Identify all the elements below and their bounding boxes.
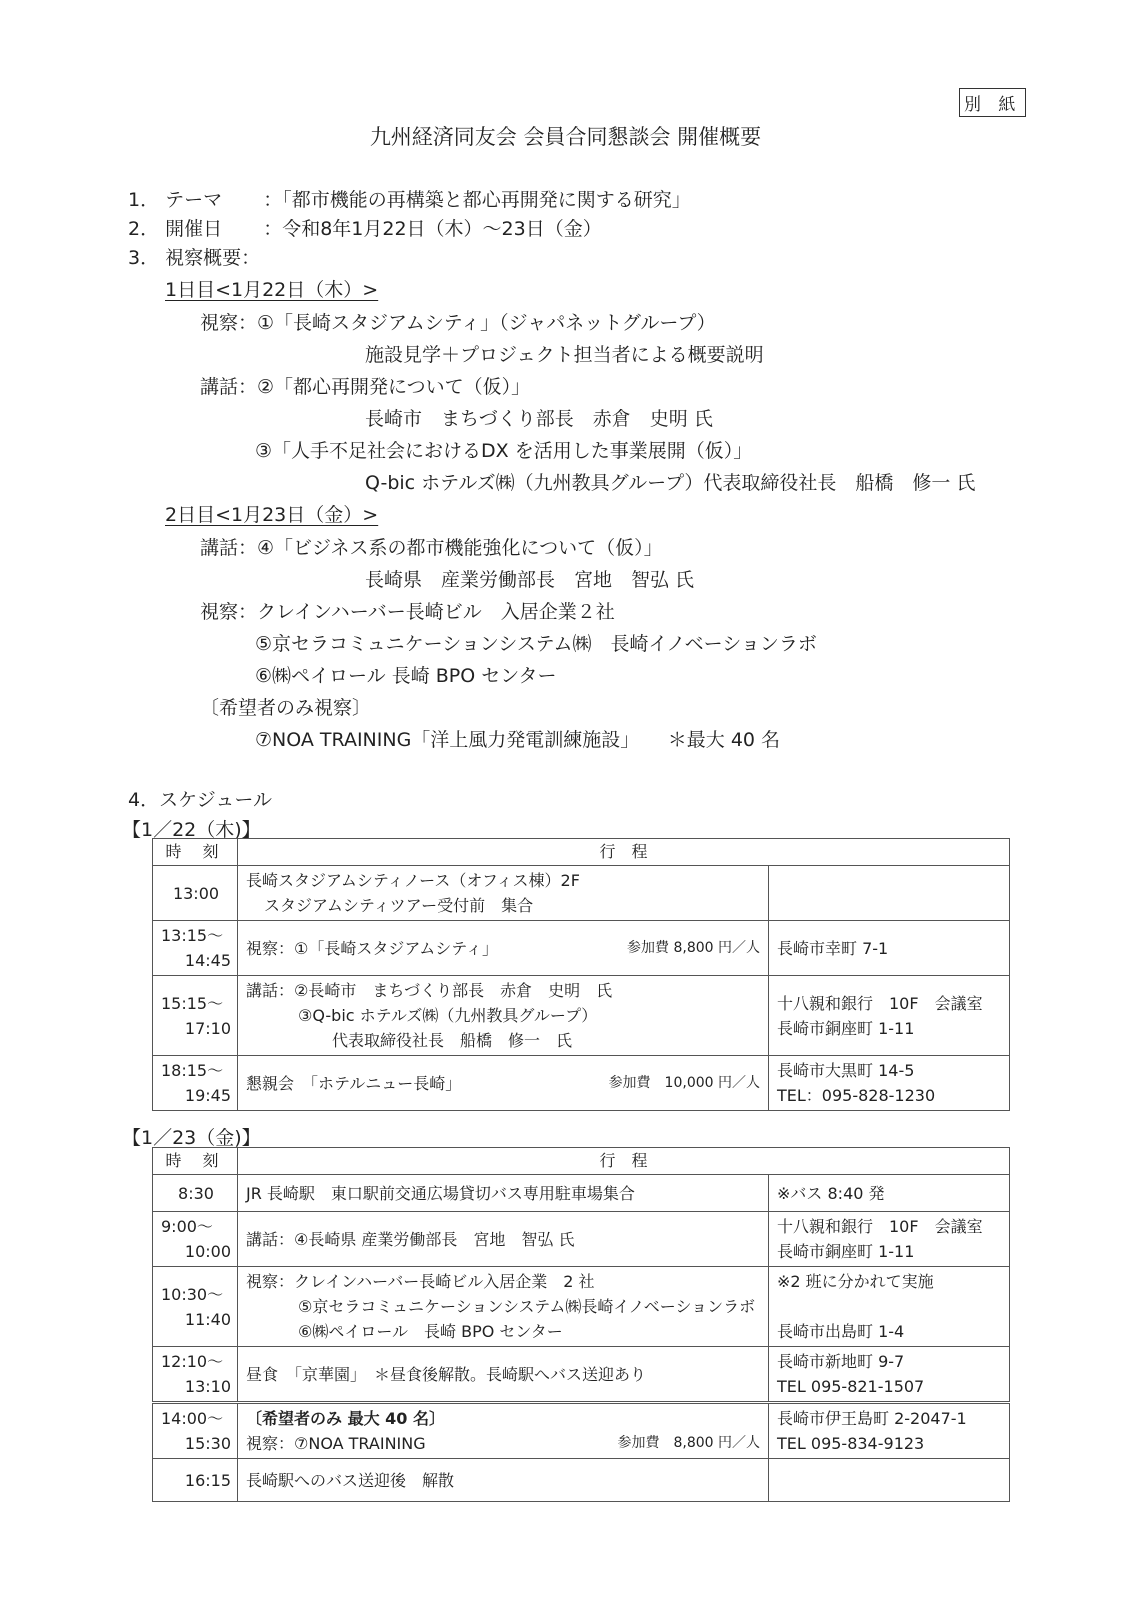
time-cell: 14:00～ 15:30 bbox=[153, 1403, 238, 1459]
location-cell bbox=[769, 1459, 1010, 1502]
location-cell: 長崎市大黒町 14-5 TEL：095-828-1230 bbox=[769, 1056, 1010, 1111]
table-row bbox=[153, 976, 1010, 1056]
content-cell: 長崎駅へのバス送迎後 解散 bbox=[238, 1459, 769, 1502]
content-cell: 講話：④長崎県 産業労働部長 宮地 智弘 氏 bbox=[238, 1212, 769, 1267]
day2-heading: 2日目<1月23日（金）> bbox=[165, 504, 379, 526]
col-time-header: 時 刻 bbox=[153, 1148, 238, 1175]
table-row bbox=[153, 1347, 1010, 1403]
location-cell: ※2 班に分かれて実施 長崎市出島町 1-4 bbox=[769, 1267, 1010, 1347]
content-cell: 長崎スタジアムシティノース（オフィス棟）2F スタジアムシティツアー受付前 集合 bbox=[238, 866, 769, 921]
date-value: ：令和8年1月22日（木）～23日（金） bbox=[263, 218, 602, 240]
theme-number: 1． bbox=[128, 189, 160, 211]
time-cell: 9:00～ 10:00 bbox=[153, 1212, 238, 1267]
time-cell: 12:10～ 13:10 bbox=[153, 1347, 238, 1403]
location-cell: 長崎市幸町 7-1 bbox=[769, 921, 1010, 976]
col-time-header: 時 刻 bbox=[153, 839, 238, 866]
fee-text: 参加費 8,800 円／人 bbox=[617, 1435, 760, 1451]
content-cell: 参加費 10,000 円／人 懇親会 「ホテルニュー長崎」 bbox=[238, 1056, 769, 1111]
col-itinerary-header: 行 程 bbox=[238, 1148, 1010, 1175]
theme-label: テーマ bbox=[165, 189, 223, 211]
day1-line: 講話：②「都心再開発について（仮）」 bbox=[200, 376, 531, 398]
table-row bbox=[153, 1403, 1010, 1459]
theme-line bbox=[128, 185, 691, 212]
time-cell: 18:15～ 19:45 bbox=[153, 1056, 238, 1111]
day1-line: 長崎市 まちづくり部長 赤倉 史明 氏 bbox=[365, 408, 713, 430]
schedule-table-day2 bbox=[152, 1147, 1010, 1502]
document-title: 九州経済同友会 会員合同懇談会 開催概要 bbox=[369, 125, 762, 149]
time-cell: 16:15 bbox=[153, 1459, 238, 1502]
inspection-label: 視察概要： bbox=[165, 247, 261, 269]
annex-label: 別 紙 bbox=[959, 88, 1026, 117]
inspection-number: 3． bbox=[128, 247, 160, 269]
location-cell: ※バス 8:40 発 bbox=[769, 1175, 1010, 1212]
day1-line: Q-bic ホテルズ㈱（九州教具グループ）代表取締役社長 船橋 修一 氏 bbox=[365, 472, 976, 494]
inspection-line bbox=[128, 243, 260, 270]
table-row bbox=[153, 1175, 1010, 1212]
content-cell: 講話：②長崎市 まちづくり部長 赤倉 史明 氏 ③Q-bic ホテルズ㈱（九州教具グループ） 代表取締役社長 船橋 修一 氏 bbox=[238, 976, 769, 1056]
content-cell: 昼食 「京華園」 ＊昼食後解散。長崎駅へバス送迎あり bbox=[238, 1347, 769, 1403]
date-line bbox=[128, 214, 602, 241]
location-cell: 十八親和銀行 10F 会議室 長崎市銅座町 1-11 bbox=[769, 1212, 1010, 1267]
day2-line: 視察：クレインハーバー長崎ビル 入居企業２社 bbox=[200, 601, 615, 623]
table-row bbox=[153, 1212, 1010, 1267]
schedule-heading: 4．スケジュール bbox=[128, 789, 272, 811]
schedule-day1-label: 【1／22（木)】 bbox=[122, 819, 261, 841]
day2-line: 〔希望者のみ視察〕 bbox=[200, 697, 372, 719]
table-row bbox=[153, 921, 1010, 976]
time-cell: 8:30 bbox=[153, 1175, 238, 1212]
day1-line: 視察：①「長崎スタジアムシティ」（ジャパネットグループ） bbox=[200, 312, 716, 334]
table-row bbox=[153, 866, 1010, 921]
schedule-day2-label: 【1／23（金)】 bbox=[122, 1127, 261, 1149]
content-cell: 視察：クレインハーバー長崎ビル入居企業 2 社 ⑤京セラコミュニケーションシステム㈱長崎イノベーションラボ ⑥㈱ペイロール 長崎 BPO センター bbox=[238, 1267, 769, 1347]
table-row bbox=[153, 1267, 1010, 1347]
time-cell: 13:00 bbox=[153, 866, 238, 921]
fee-text: 参加費 10,000 円／人 bbox=[608, 1074, 760, 1091]
time-cell: 13:15～ 14:45 bbox=[153, 921, 238, 976]
time-cell: 15:15～ 17:10 bbox=[153, 976, 238, 1056]
day2-line: 長崎県 産業労働部長 宮地 智弘 氏 bbox=[365, 569, 695, 591]
table-row bbox=[153, 1056, 1010, 1111]
col-itinerary-header: 行 程 bbox=[238, 839, 1010, 866]
location-cell: 十八親和銀行 10F 会議室 長崎市銅座町 1-11 bbox=[769, 976, 1010, 1056]
date-label: 開催日 bbox=[165, 218, 223, 240]
day2-line: ⑦NOA TRAINING「洋上風力発電訓練施設」 ＊最大 40 名 bbox=[255, 729, 781, 751]
day1-line: 施設見学＋プロジェクト担当者による概要説明 bbox=[365, 344, 764, 366]
date-number: 2． bbox=[128, 218, 160, 240]
location-cell bbox=[769, 866, 1010, 921]
content-cell: 〔希望者のみ 最大 40 名〕 参加費 8,800 円／人 視察：⑦NOA TRAINING bbox=[238, 1403, 769, 1459]
day1-heading: 1日目<1月22日（木）> bbox=[165, 279, 379, 301]
table-row bbox=[153, 1459, 1010, 1502]
location-cell: 長崎市伊王島町 2-2047-1 TEL 095-834-9123 bbox=[769, 1403, 1010, 1459]
schedule-table-day1 bbox=[152, 838, 1010, 1111]
time-cell: 10:30～ 11:40 bbox=[153, 1267, 238, 1347]
content-cell: 参加費 8,800 円／人 視察：①「長崎スタジアムシティ」 bbox=[238, 921, 769, 976]
location-cell: 長崎市新地町 9-7 TEL 095-821-1507 bbox=[769, 1347, 1010, 1403]
fee-text: 参加費 8,800 円／人 bbox=[627, 939, 760, 956]
content-cell: JR 長崎駅 東口駅前交通広場貸切バス専用駐車場集合 bbox=[238, 1175, 769, 1212]
day1-line: ③「人手不足社会におけるDX を活用した事業展開（仮）」 bbox=[255, 440, 753, 462]
theme-value: ：「都市機能の再構築と都心再開発に関する研究」 bbox=[263, 189, 691, 211]
day2-line: 講話：④「ビジネス系の都市機能強化について（仮）」 bbox=[200, 537, 663, 559]
day2-line: ⑤京セラコミュニケーションシステム㈱ 長崎イノベーションラボ bbox=[255, 633, 817, 655]
day2-line: ⑥㈱ペイロール 長崎 BPO センター bbox=[255, 665, 557, 687]
